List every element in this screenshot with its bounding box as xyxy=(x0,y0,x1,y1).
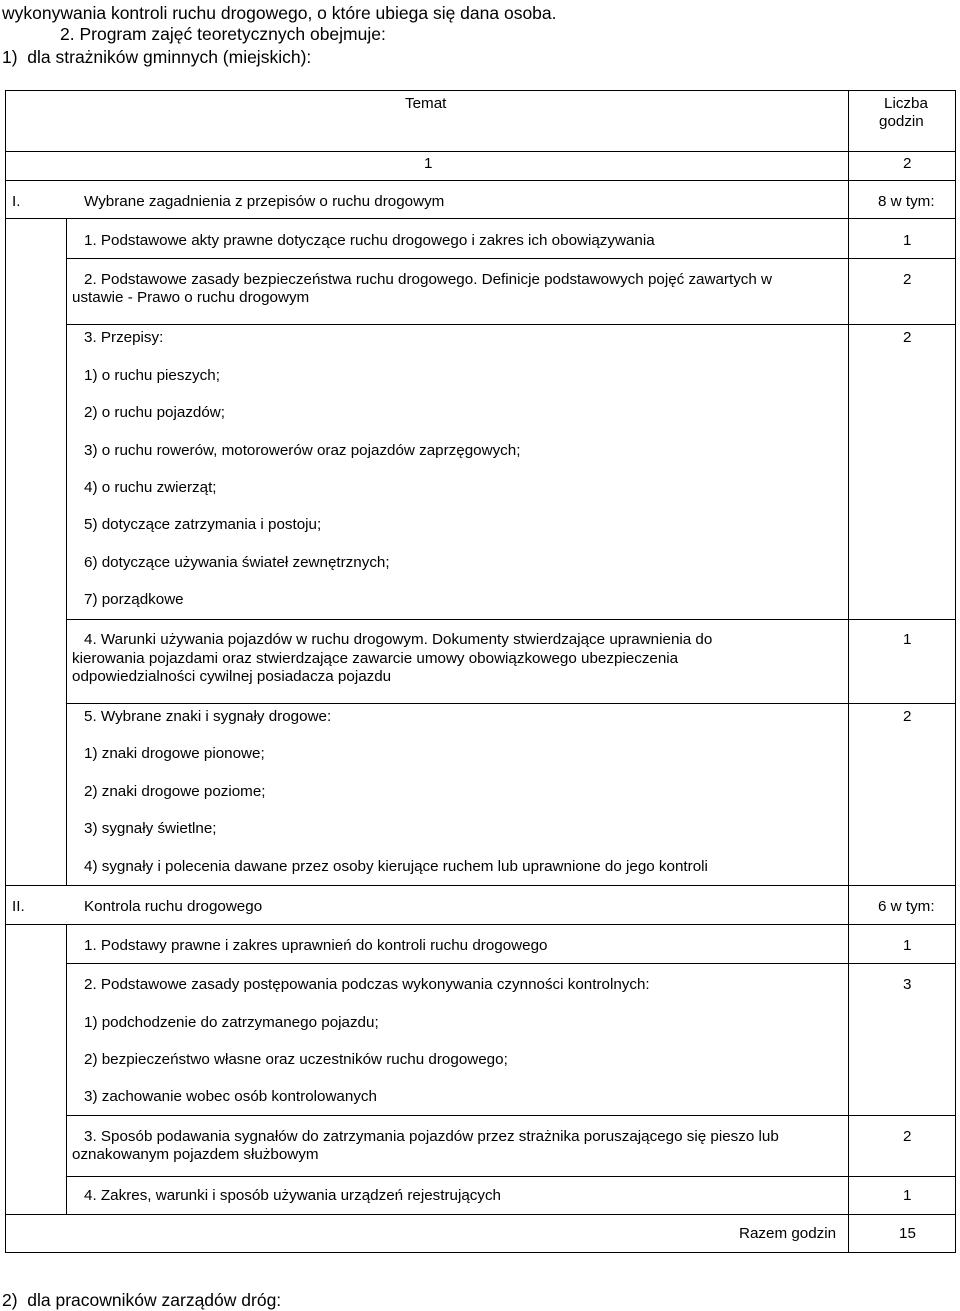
list-item: 1) o ruchu pieszych; xyxy=(84,367,220,384)
table-row-hours: 3 xyxy=(903,976,912,993)
list-item: 3) zachowanie wobec osób kontrolowanych xyxy=(84,1088,377,1105)
table-row-item: 3. Sposób podawania sygnałów do zatrzymania pojazdów przez strażnika poruszającego się pieszo lub xyxy=(84,1128,779,1145)
list-item: 6) dotyczące używania świateł zewnętrznych; xyxy=(84,554,390,571)
section-heading-guards: 1) dla strażników gminnych (miejskich): xyxy=(2,47,312,67)
table-row-hours: 2 xyxy=(903,708,912,725)
list-item: 1) podchodzenie do zatrzymanego pojazdu; xyxy=(84,1014,379,1031)
list-item: 4) o ruchu zwierząt; xyxy=(84,479,217,496)
table-row-item: 3. Przepisy: xyxy=(84,329,164,346)
table-row-item: 1. Podstawy prawne i zakres uprawnień do kontroli ruchu drogowego xyxy=(84,937,548,954)
section-roman: II. xyxy=(12,898,25,915)
intro-line: wykonywania kontroli ruchu drogowego, o które ubiega się dana osoba. xyxy=(2,3,557,23)
total-value: 15 xyxy=(899,1225,916,1242)
table-row-item-cont: odpowiedzialności cywilnej posiadacza pojazdu xyxy=(72,668,392,685)
section-title: Wybrane zagadnienia z przepisów o ruchu drogowym xyxy=(84,193,445,210)
list-item: 2) bezpieczeństwo własne oraz uczestników ruchu drogowego; xyxy=(84,1051,508,1068)
table-row-item: 1. Podstawowe akty prawne dotyczące ruchu drogowego i zakres ich obowiązywania xyxy=(84,232,655,249)
section-roman: I. xyxy=(12,193,21,210)
list-item: 1) znaki drogowe pionowe; xyxy=(84,745,265,762)
table-row-item-cont: ustawie - Prawo o ruchu drogowym xyxy=(72,289,310,306)
list-item: 4) sygnały i polecenia dawane przez osoby kierujące ruchem lub uprawnione do jego kontroli xyxy=(84,858,708,875)
table-row-hours: 1 xyxy=(903,937,912,954)
table-row-item: 5. Wybrane znaki i sygnały drogowe: xyxy=(84,708,332,725)
table-row-item: 4. Zakres, warunki i sposób używania urządzeń rejestrujących xyxy=(84,1187,502,1204)
column-header-topic: Temat xyxy=(405,95,447,112)
list-item: 3) sygnały świetlne; xyxy=(84,820,217,837)
section-hours: 8 w tym: xyxy=(878,193,935,210)
list-item: 3) o ruchu rowerów, motorowerów oraz pojazdów zaprzęgowych; xyxy=(84,442,521,459)
list-item: 7) porządkowe xyxy=(84,591,184,608)
table-row-hours: 2 xyxy=(903,329,912,346)
table-row-item: 2. Podstawowe zasady postępowania podczas wykonywania czynności kontrolnych: xyxy=(84,976,650,993)
table-row-hours: 2 xyxy=(903,1128,912,1145)
column-number-2: 2 xyxy=(903,155,912,172)
section-heading-road-workers: 2) dla pracowników zarządów dróg: xyxy=(2,1290,282,1310)
list-item: 2) znaki drogowe poziome; xyxy=(84,783,266,800)
table-row-hours: 1 xyxy=(903,631,912,648)
list-item: 5) dotyczące zatrzymania i postoju; xyxy=(84,516,322,533)
table-row-item: 4. Warunki używania pojazdów w ruchu drogowym. Dokumenty stwierdzające uprawnienia do xyxy=(84,631,713,648)
table-row-hours: 1 xyxy=(903,1187,912,1204)
table-row-item: 2. Podstawowe zasady bezpieczeństwa ruchu drogowego. Definicje podstawowych pojęć zawartych w xyxy=(84,271,773,288)
column-header-hours: Liczba xyxy=(884,95,928,112)
column-number-1: 1 xyxy=(424,155,433,172)
section-title: Kontrola ruchu drogowego xyxy=(84,898,263,915)
table-row-item-cont: kierowania pojazdami oraz stwierdzające zawarcie umowy obowiązkowego ubezpieczenia xyxy=(72,650,679,667)
list-item: 2) o ruchu pojazdów; xyxy=(84,404,225,421)
program-heading: 2. Program zajęć teoretycznych obejmuje: xyxy=(60,24,386,44)
column-header-hours-2: godzin xyxy=(879,113,924,130)
table-row-hours: 2 xyxy=(903,271,912,288)
table-row-hours: 1 xyxy=(903,232,912,249)
total-label: Razem godzin xyxy=(739,1225,837,1242)
section-hours: 6 w tym: xyxy=(878,898,935,915)
table-row-item-cont: oznakowanym pojazdem służbowym xyxy=(72,1146,319,1163)
